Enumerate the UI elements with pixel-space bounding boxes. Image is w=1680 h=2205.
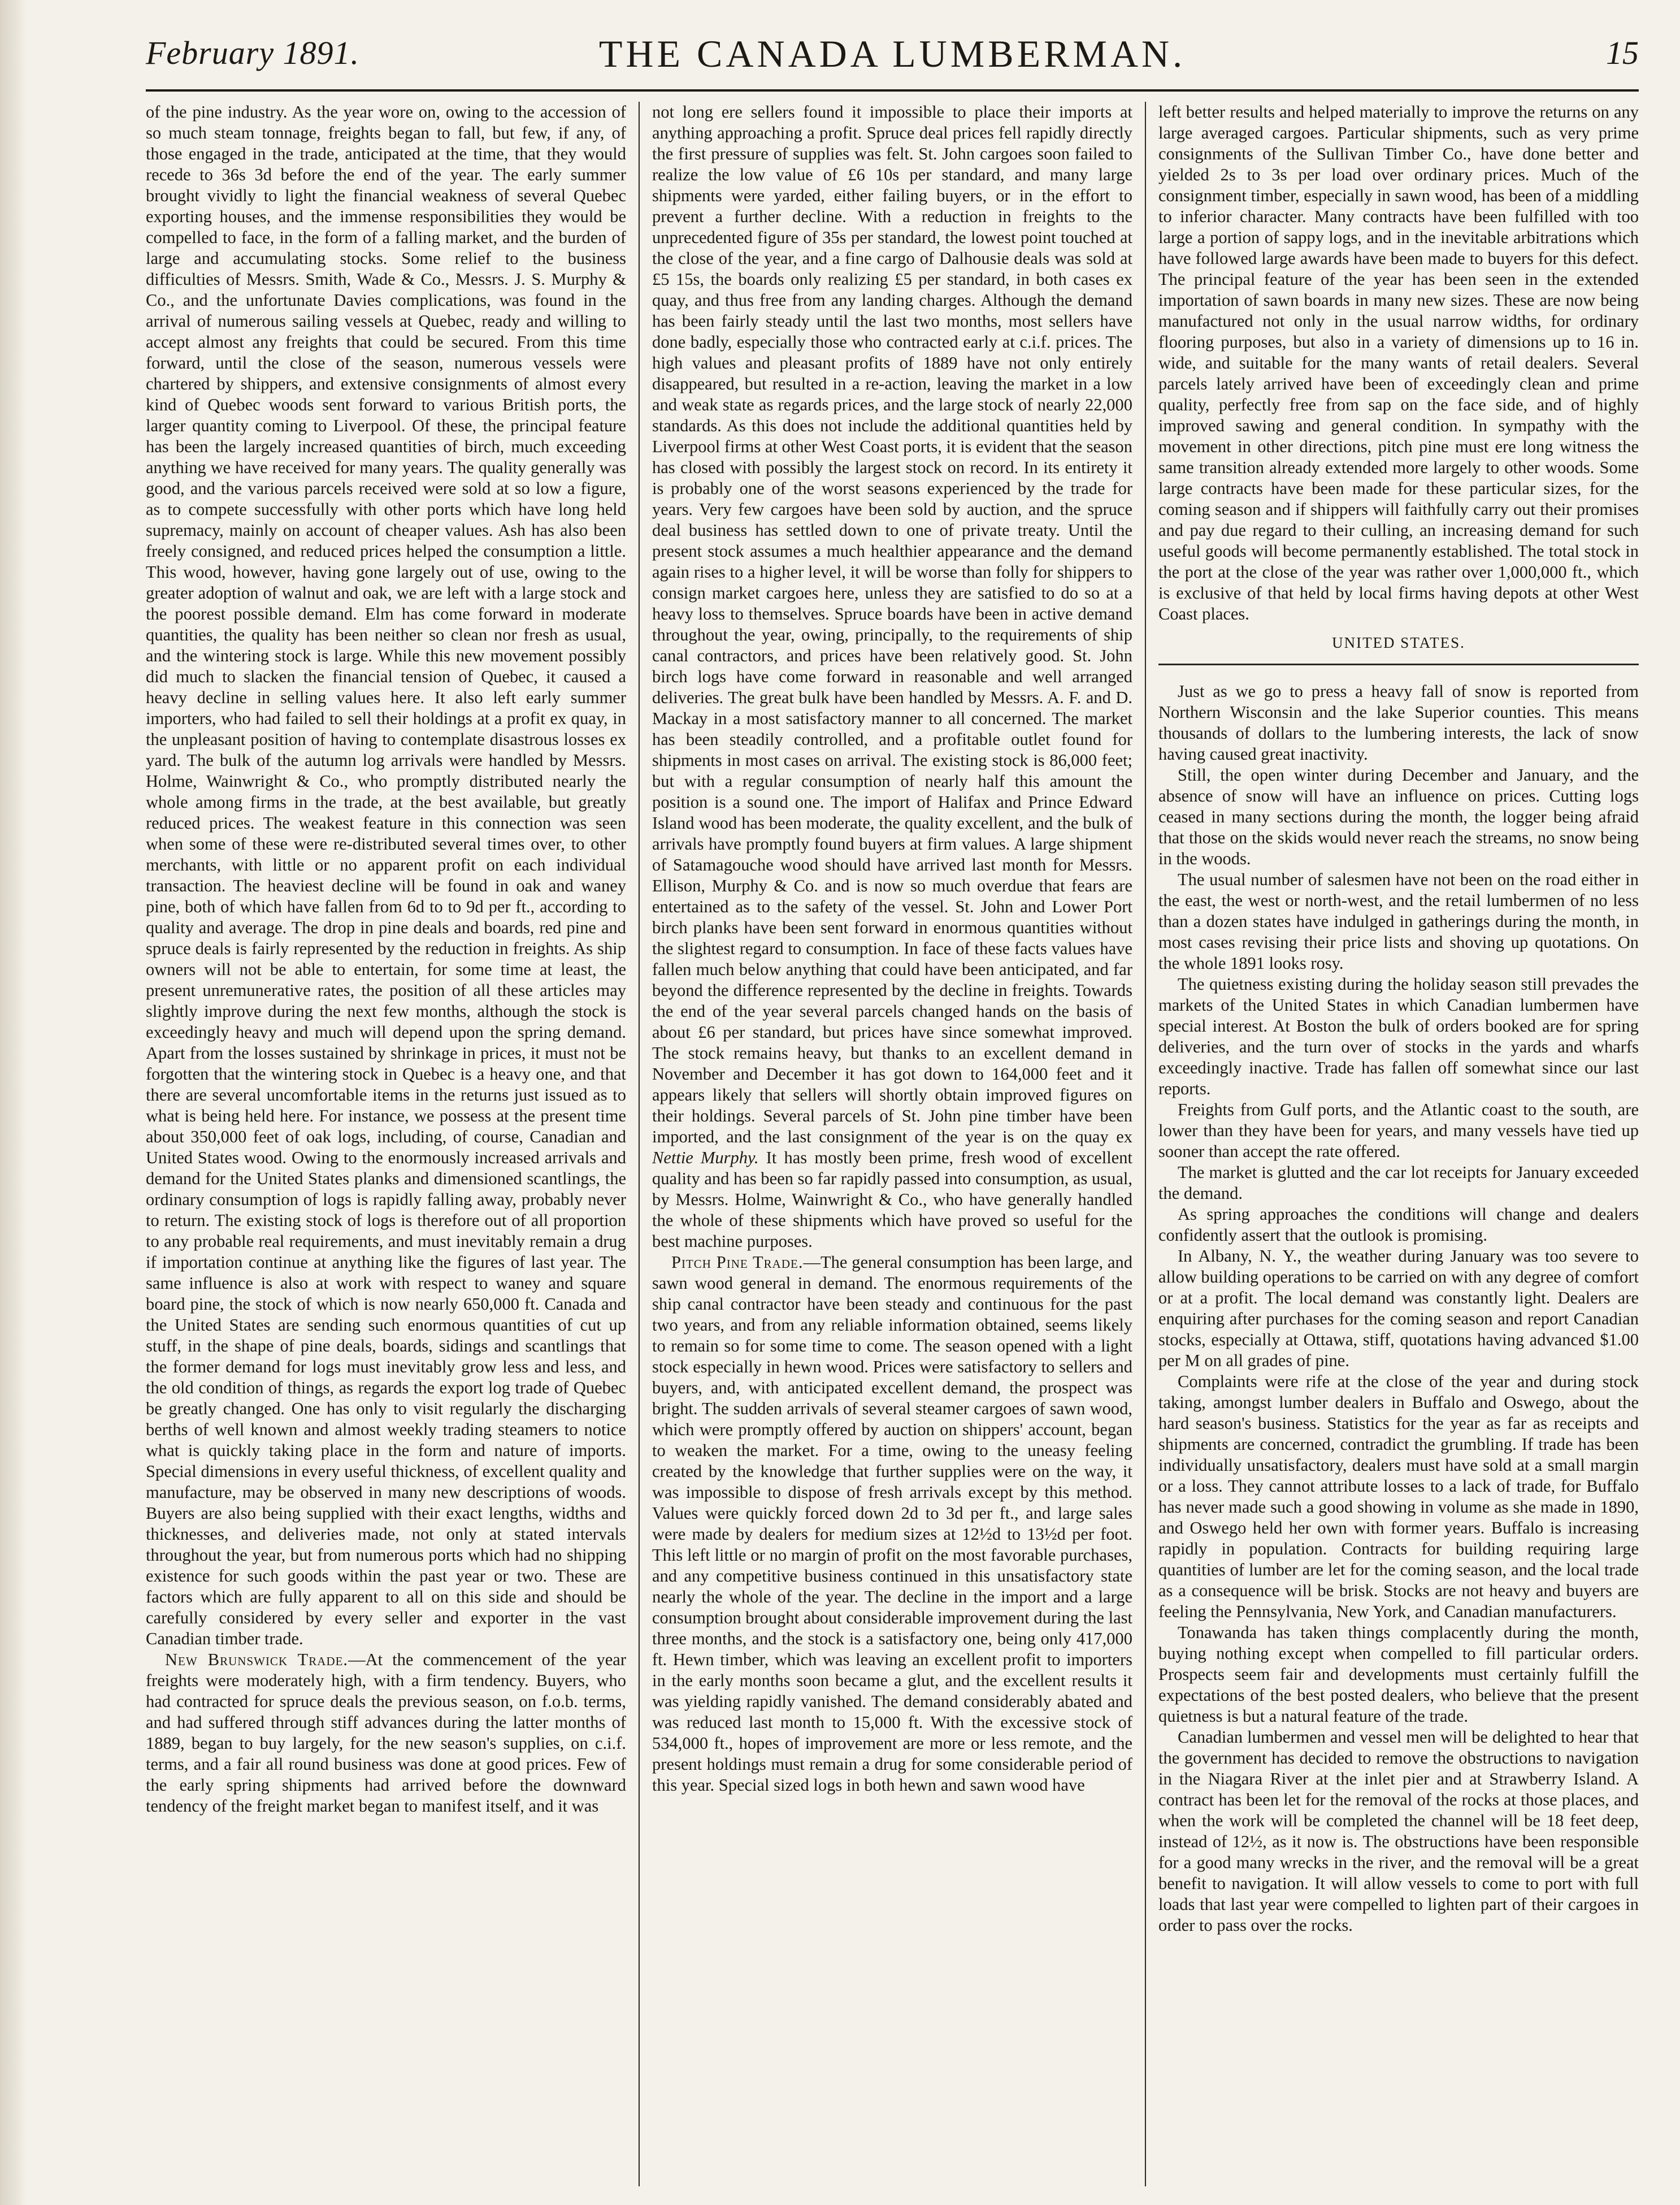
section-divider (1158, 664, 1639, 665)
paragraph: The market is glutted and the car lot receipts for January exceeded the demand. (1158, 1163, 1639, 1203)
section-heading-united-states: UNITED STATES. (1332, 634, 1465, 651)
column-3 (1158, 102, 1639, 2186)
paragraph: Complaints were rife at the close of the year and during stock taking, amongst lumber dealers in Buffalo and Oswego, about the hard season's business. Statistics for the year as far as receipts and shipments are concerned, contradict the grumbling. If trade has been individually unsatisfactory, dealers must have sold at a small margin or a loss. They cannot attribute losses to a lack of trade, for Buffalo has never made such a good showing in volume as she made in 1890, and Oswego held her own with former years. Buffalo is increasing rapidly in population. Contracts for building requiring large quantities of lumber are let for the coming season, and the local trade as a consequence will be brisk. Stocks are not heavy and buyers are feeling the Pennsylvania, New York, and Canadian manufacturers. (1158, 1372, 1639, 1621)
paragraph (146, 1649, 626, 1817)
paragraph: Still, the open winter during December and January, and the absence of snow will have an influence on prices. Cutting logs ceased in many sections during the month, the logger being afraid that those on the skids would never reach the streams, no snow being in the woods. (1158, 765, 1639, 868)
paragraph: As spring approaches the conditions will change and dealers confidently assert that the outlook is promising. (1158, 1205, 1639, 1245)
masthead-title: THE CANADA LUMBERMAN. (598, 32, 1186, 75)
paragraph (652, 1252, 1132, 1796)
column-2 (652, 102, 1132, 2186)
ship-name: Nettie Murphy. (652, 1148, 759, 1167)
page-header (146, 27, 1639, 92)
column-1 (146, 102, 626, 2186)
issue-date: February 1891. (146, 34, 360, 71)
paragraph: Tonawanda has taken things complacently during the month, buying nothing except when compelled to fill particular orders. Prospects seem fair and developments must certainly fulfill the expectations of the best posted dealers, who believe that the present quietness is but a natural feature of the trade. (1158, 1623, 1639, 1726)
paragraph: Canadian lumbermen and vessel men will be delighted to hear that the government has decided to remove the obstructions to navigation in the Niagara River at the inlet pier and at Strawberry Island. A contract has been let for the removal of the rocks at those places, and when the work will be completed the channel will be 18 feet deep, instead of 12½, as it now is. The obstructions have been responsible for a good many wrecks in the river, and the removal will be a great benefit to navigation. It will allow vessels to come to port with full loads that last year were compelled to lighten part of their cargoes in order to pass over the rocks. (1158, 1727, 1639, 1935)
paragraph-text: not long ere sellers found it impossible to place their imports at anything approaching a profit. Spruce deal prices fell rapidly directly the first pressure of supplies was felt. St. John cargoes soon failed to realize the low value of £6 10s per standard, and many large shipments were yarded, either failing buyers, or in the effort to prevent a further decline. With a reduction in freights to the unprecedented figure of 35s per standard, the lowest point touched at the close of the year, and a fine cargo of Dalhousie deals was sold at £5 15s, the boards only realizing £5 per standard, in both cases ex quay, and thus free from any landing charges. Although the demand has been fairly steady until the last two months, most sellers have done badly, especially those who contracted early at c.i.f. prices. The high values and pleasant profits of 1889 have not only entirely disappeared, but resulted in a re-action, leaving the market in a low and weak state as regards prices, and the large stock of nearly 22,000 standards. As this does not include the additional quantities held by Liverpool firms at other West Coast ports, it is evident that the season has closed with possibly the largest stock on record. In its entirety it is probably one of the worst seasons experienced by the trade for years. Very few cargoes have been sold by auction, and the spruce deal business has settled down to one of private treaty. Until the present stock assumes a much healthier appearance and the demand again rises to a higher level, it will be worse than folly for shippers to consign market cargoes here, unless they are satisfied to do so at a heavy loss to themselves. Spruce boards have been in active demand throughout the year, owing, principally, to the requirements of ship canal contractors, and prices have been relatively good. St. John birch logs have come forward in reasonable and well arranged deliveries. The great bulk have been handled by Messrs. A. F. and D. Mackay in a most satisfactory manner to all concerned. The market has been steadily controlled, and a profitable outlet found for shipments in most cases on arrival. The existing stock is 86,000 feet; but with a regular consumption of nearly half this amount the position is a sound one. The import of Halifax and Prince Edward Island wood has been moderate, the quality excellent, and the bulk of arrivals have promptly found buyers at firm values. A large shipment of Satamagouche wood should have arrived last month for Messrs. Ellison, Murphy & Co. and is now so much overdue that fears are entertained as to the safety of the vessel. St. John and Lower Port birch planks have been sent forward in enormous quantities without the slightest regard to consumption. In face of these facts values have fallen much below anything that could have been anticipated, and far beyond the difference represented by the decline in freights. Towards the end of the year several parcels changed hands on the basis of about £6 per standard, but prices have since somewhat improved. The stock remains heavy, but thanks to an excellent demand in November and December it has got down to 164,000 feet and it appears likely that sellers will shortly obtain improved figures on their holdings. Several parcels of St. John pine timber have been imported, and the last consignment of the year is on the quay ex (652, 102, 1132, 1146)
section-heading-pitch-pine: Pitch Pine Trade. (671, 1253, 804, 1272)
paragraph (652, 102, 1132, 1252)
column-rule (639, 102, 640, 2186)
newspaper-page (146, 27, 1639, 2186)
paragraph: Freights from Gulf ports, and the Atlantic coast to the south, are lower than they have been for years, and many vessels have tied up sooner than accept the rate offered. (1158, 1100, 1639, 1161)
paragraph-text: —At the commencement of the year freights were moderately high, with a firm tendency. Buyers, who had contracted for spruce deals the previous season, on f.o.b. terms, and had suffered through stiff advances during the latter months of 1889, began to buy largely, for the new season's supplies, on c.i.f. terms, and a fair all round business was done at good prices. Few of the early spring shipments had arrived before the downward tendency of the freight market began to manifest itself, and it was (146, 1650, 626, 1816)
paragraph: The quietness existing during the holiday season still prevades the markets of the United States in which Canadian lumbermen have special interest. At Boston the bulk of orders booked are for spring deliveries, and the turn over of stocks in the yards and wharfs exceedingly inactive. Trade has fallen off somewhat since our last reports. (1158, 974, 1639, 1098)
paragraph: Just as we go to press a heavy fall of snow is reported from Northern Wisconsin and the lake Superior counties. This means thousands of dollars to the lumbering interests, the lack of snow having caused great inactivity. (1158, 682, 1639, 764)
article-columns (146, 102, 1639, 2186)
paragraph: of the pine industry. As the year wore on, owing to the accession of so much steam tonnage, freights began to fall, but few, if any, of those engaged in the trade, anticipated at the time, that they would recede to 36s 3d before the end of the year. The early summer brought vividly to light the financial weakness of several Quebec exporting houses, and the immense responsibilities they would be compelled to face, in the form of a falling market, and the burden of large and accumulating stocks. Some relief to the business difficulties of Messrs. Smith, Wade & Co., Messrs. J. S. Murphy & Co., and the unfortunate Davies complications, was found in the arrival of numerous sailing vessels at Quebec, ready and willing to accept almost any freights that could be secured. From this time forward, until the close of the season, numerous vessels were chartered by shippers, and extensive consignments of almost every kind of Quebec woods sent forward to various British ports, the larger quantity coming to Liverpool. Of these, the principal feature has been the largely increased quantities of birch, much exceeding anything we have received for many years. The quality generally was good, and the various parcels received were sold at so low a figure, as to compete successfully with other ports which have long held supremacy, mainly on account of cheaper values. Ash has also been freely consigned, and reduced prices helped the consumption a little. This wood, however, having gone largely out of use, owing to the greater adoption of walnut and oak, we are left with a large stock and the poorest possible demand. Elm has come forward in moderate quantities, the quality has been neither so clean nor fresh as usual, and the wintering stock is large. While this new movement possibly did much to slacken the financial tension of Quebec, it caused a heavy decline in selling values here. It also left early summer importers, who had failed to sell their holdings at a profit ex quay, in the unpleasant position of having to contemplate disastrous losses ex yard. The bulk of the autumn log arrivals were handled by Messrs. Holme, Wainwright & Co., who promptly distributed nearly the whole among firms in the trade, at the best available, but greatly reduced prices. The weakest feature in this connection was seen when some of these were re-distributed several times over, to other merchants, with little or no apparent profit on each individual transaction. The heaviest decline will be found in oak and waney pine, both of which have fallen from 6d to to 9d per ft., according to quality and average. The drop in pine deals and boards, red pine and spruce deals is fairly represented by the reduction in freights. As ship owners will not be able to entertain, for some time at least, the present unremunerative rates, the position of all these articles may slightly improve during the next few months, although the stock is exceedingly heavy and much will depend upon the spring demand. Apart from the losses sustained by shrinkage in prices, it must not be forgotten that the wintering stock in Quebec is a heavy one, and that there are several uncomfortable items in the returns just issued as to what is being held here. For instance, we possess at the present time about 350,000 feet of oak logs, including, of course, Canadian and United States wood. Owing to the enormously increased arrivals and demand for the United States planks and dimensioned scantlings, the ordinary consumption of logs is rapidly falling away, probably never to return. The existing stock of logs is therefore out of all proportion to any probable real requirements, and must inevitably remain a drug if importation continue at anything like the figures of last year. The same influence is also at work with respect to waney and square board pine, the stock of which is now nearly 650,000 ft. Canada and the United States are sending such enormous quantities of cut up stuff, in the shape of pine deals, boards, sidings and scantlings that the former demand for logs must inevitably grow less and less, and the old condition of things, as regards the export log trade of Quebec be greatly changed. One has only to visit regularly the discharging berths of well known and almost weekly trading steamers to notice what is quickly taking place in the form and nature of imports. Special dimensions in every useful thickness, of excellent quality and manufacture, may be observed in many new descriptions of woods. Buyers are also being supplied with their exact lengths, widths and thicknesses, and deliveries made, not only at stated intervals throughout the year, but from numerous ports which had no shipping existence for such goods within the past year or two. These are factors which are fully apparent to all on this side and should be carefully considered by every seller and exporter in the vast Canadian timber trade. (146, 102, 626, 1648)
paragraph-text: It has mostly been prime, fresh wood of excellent quality and has been so far rapidly passed into consumption, as usual, by Messrs. Holme, Wainwright & Co., who have generally handled the whole of these shipments which have proved so useful for the best machine purposes. (652, 1148, 1132, 1251)
paragraph: The usual number of salesmen have not been on the road either in the east, the west or north-west, and the retail lumbermen of no less than a dozen states have indulged in gatherings during the month, in most cases revising their price lists and shoving up quotations. On the whole 1891 looks rosy. (1158, 870, 1639, 973)
section-heading-new-brunswick: New Brunswick Trade. (165, 1650, 349, 1669)
column-rule (1145, 102, 1146, 2186)
paragraph-text: —The general consumption has been large, and sawn wood general in demand. The enormous requirements of the ship canal contractor have been steady and continuous for the past two years, and from any reliable information obtained, seems likely to remain so for some time to come. The season opened with a light stock especially in hewn wood. Prices were satisfactory to sellers and buyers, and, with anticipated excellent demand, the prospect was bright. The sudden arrivals of several steamer cargoes of sawn wood, which were promptly offered by auction on shippers' account, began to weaken the market. For a time, owing to the uneasy feeling created by the knowledge that further supplies were on the way, it was impossible to dispose of fresh arrivals except by this method. Values were quickly forced down 2d to 3d per ft., and large sales were made by dealers for medium sizes at 12½d to 13½d per foot. This left little or no margin of profit on the most favorable purchases, and any competitive business continued in this unsatisfactory state nearly the whole of the year. The decline in the import and a large consumption brought about considerable improvement during the last three months, and the stock is a satisfactory one, being only 417,000 ft. Hewn timber, which was leaving an excellent profit to importers in the early months soon became a glut, and the excellent results it was yielding rapidly vanished. The demand considerably abated and was reduced last month to 15,000 ft. With the excessive stock of 534,000 ft., hopes of improvement are more or less remote, and the present holdings must remain a drug for some considerable period of this year. Special sized logs in both hewn and sawn wood have (652, 1253, 1132, 1795)
paragraph: In Albany, N. Y., the weather during January was too severe to allow building operations to be carried on with any degree of comfort or at a profit. The local demand was constantly light. Dealers are enquiring after purchases for the coming season and report Canadian stocks, especially at Ottawa, stiff, quotations having advanced $1.00 per M on all grades of pine. (1158, 1246, 1639, 1370)
page-number: 15 (1606, 34, 1639, 71)
paragraph: left better results and helped materially to improve the returns on any large averaged cargoes. Particular shipments, such as very prime consignments of the Sullivan Timber Co., have done better and yielded 2s to 3s per load over ordinary prices. Much of the consignment timber, especially in sawn wood, has been of a middling to inferior character. Many contracts have been fulfilled with too large a portion of sappy logs, and in the inevitable arbitrations which have followed large awards have been made to buyers for this defect. The principal feature of the year has been seen in the extended importation of sawn boards in many new sizes. These are now being manufactured not only in the usual narrow widths, for ordinary flooring purposes, but also in a variety of dimensions up to 16 in. wide, and suitable for the many wants of retail dealers. Several parcels lately arrived have been of exceedingly clean and prime quality, perfectly free from sap on the face side, and of highly improved sawing and general condition. In sympathy with the movement in other directions, pitch pine must ere long witness the same transition already extended more largely to other woods. Some large contracts have been made for these particular sizes, for the coming season and if shippers will faithfully carry out their promises and pay due regard to their culling, an increasing demand for such useful goods will become permanently established. The total stock in the port at the close of the year was rather over 1,000,000 ft., which is exclusive of that held by local firms having depots at other West Coast places. (1158, 102, 1639, 623)
page-binding-edge (0, 0, 26, 2205)
